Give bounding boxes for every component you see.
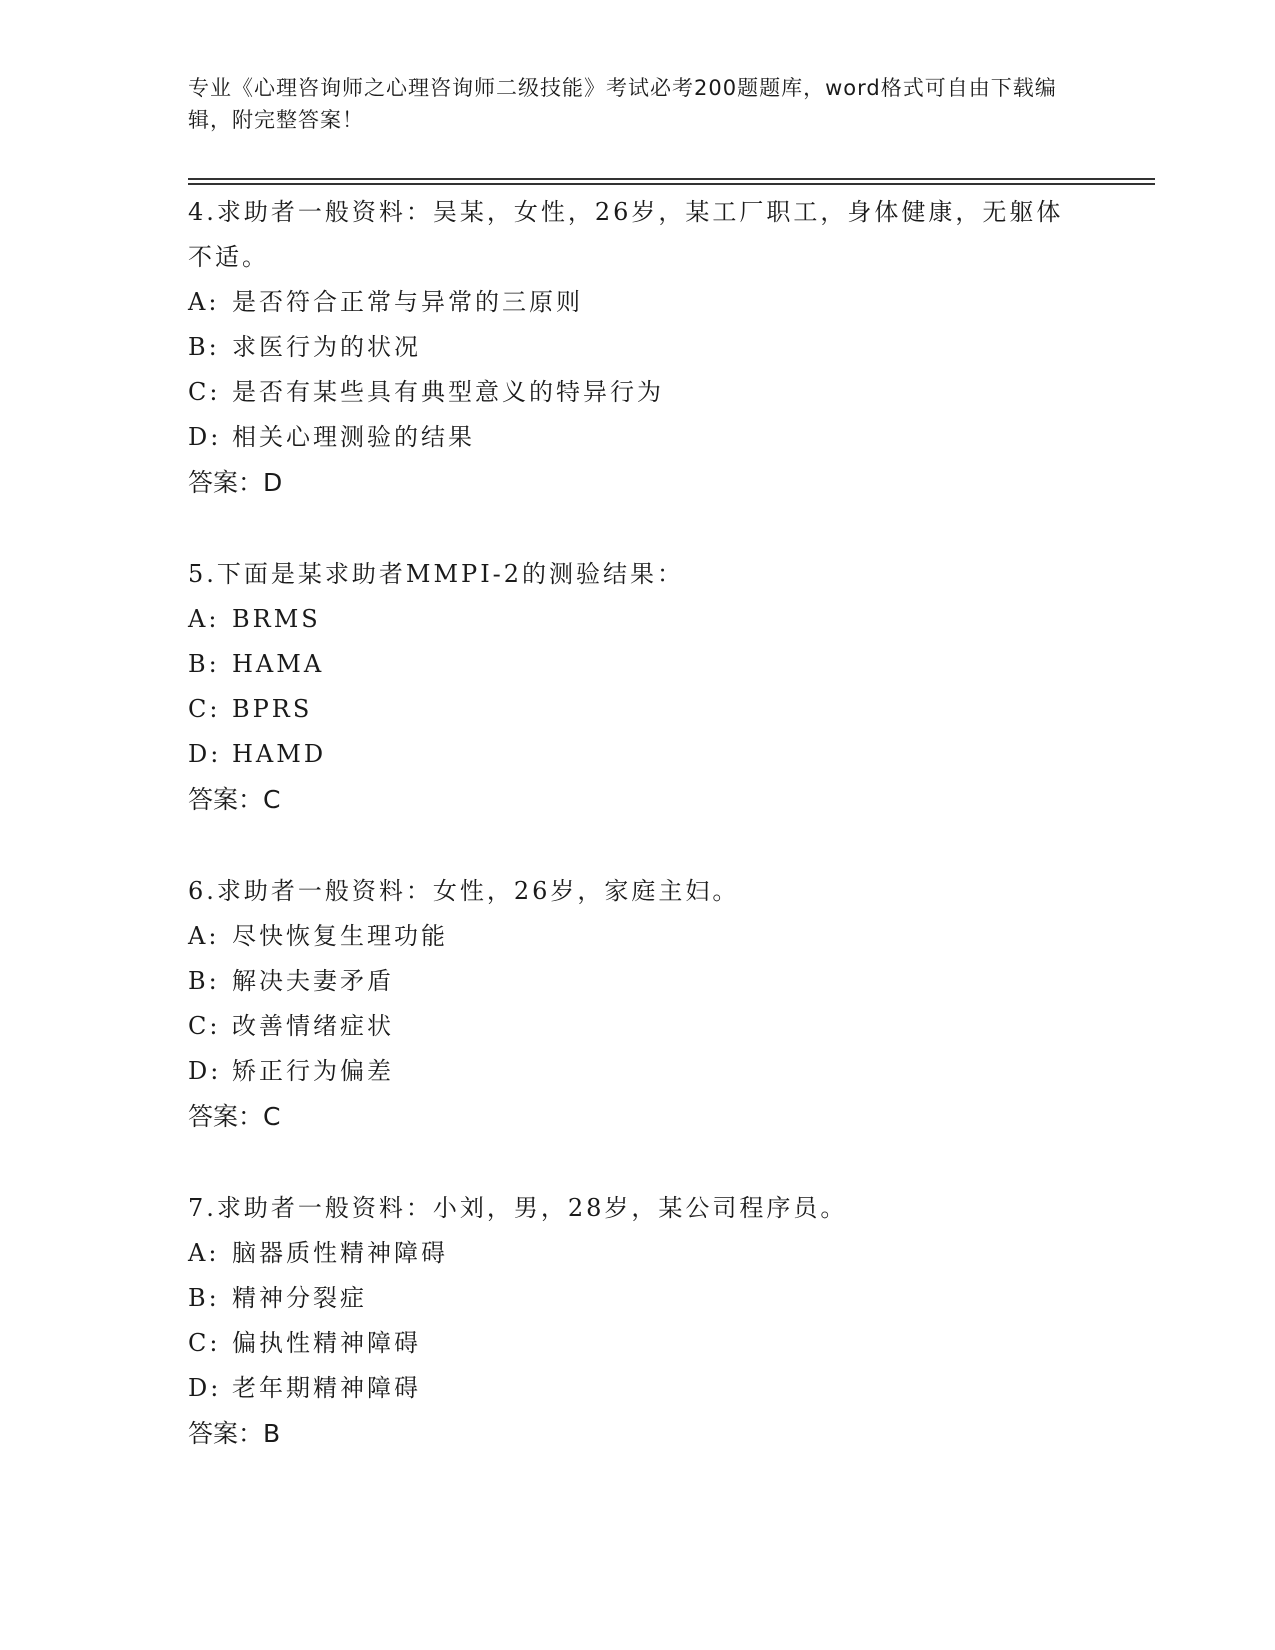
option-a [188, 1231, 1068, 1276]
question-item [188, 1186, 1068, 1457]
header-divider-bottom [188, 183, 1155, 185]
option-text: 是否符合正常与异常的三原则 [232, 288, 583, 316]
option-letter: C: [188, 1329, 221, 1357]
option-letter: D: [188, 1374, 222, 1402]
option-text: 精神分裂症 [232, 1284, 367, 1312]
option-d [188, 1049, 1068, 1094]
option-a [188, 597, 1068, 642]
option-letter: B: [188, 967, 220, 995]
answer-line [188, 460, 1068, 506]
option-c [188, 370, 1068, 415]
question-stem: 6.求助者一般资料：女性，26岁，家庭主妇。 [188, 877, 740, 905]
option-text: BRMS [232, 605, 321, 633]
option-b [188, 959, 1068, 1004]
answer-label: 答案： [188, 785, 264, 814]
option-text: HAMD [232, 740, 327, 768]
option-text: 求医行为的状况 [232, 333, 421, 361]
option-d [188, 1366, 1068, 1411]
option-text: 老年期精神障碍 [232, 1374, 421, 1402]
answer-line [188, 1411, 1068, 1457]
option-letter: A: [188, 288, 220, 316]
option-letter: B: [188, 1284, 220, 1312]
option-letter: D: [188, 740, 222, 768]
option-text: 尽快恢复生理功能 [232, 922, 448, 950]
option-letter: C: [188, 695, 221, 723]
question-list [188, 190, 1068, 1503]
question-item [188, 869, 1068, 1140]
option-letter: D: [188, 423, 222, 451]
answer-value: C [263, 1102, 281, 1131]
option-c [188, 1321, 1068, 1366]
option-d [188, 415, 1068, 460]
option-text: BPRS [232, 695, 313, 723]
option-letter: D: [188, 1057, 222, 1085]
option-c [188, 687, 1068, 732]
option-b [188, 325, 1068, 370]
option-text: 是否有某些具有典型意义的特异行为 [232, 378, 664, 406]
answer-label: 答案： [188, 468, 264, 497]
option-text: 解决夫妻矛盾 [232, 967, 394, 995]
answer-value: B [263, 1419, 281, 1448]
option-letter: A: [188, 1239, 220, 1267]
option-letter: B: [188, 650, 220, 678]
answer-value: C [263, 785, 281, 814]
option-letter: A: [188, 605, 220, 633]
header-divider-top [188, 178, 1155, 180]
option-text: HAMA [232, 650, 325, 678]
option-text: 矫正行为偏差 [232, 1057, 394, 1085]
answer-label: 答案： [188, 1102, 264, 1131]
option-text: 脑器质性精神障碍 [232, 1239, 448, 1267]
option-c [188, 1004, 1068, 1049]
question-stem: 7.求助者一般资料：小刘，男，28岁，某公司程序员。 [188, 1194, 848, 1222]
question-item [188, 190, 1068, 506]
option-letter: A: [188, 922, 220, 950]
question-stem: 5.下面是某求助者MMPI-2的测验结果： [188, 560, 685, 588]
option-a [188, 280, 1068, 325]
option-d [188, 732, 1068, 777]
answer-line [188, 777, 1068, 823]
option-letter: B: [188, 333, 220, 361]
answer-value: D [263, 468, 283, 497]
answer-line [188, 1094, 1068, 1140]
option-b [188, 1276, 1068, 1321]
option-letter: C: [188, 1012, 221, 1040]
document-header: 专业《心理咨询师之心理咨询师二级技能》考试必考200题题库，word格式可自由下载编辑，附完整答案！ [188, 76, 1057, 132]
option-text: 改善情绪症状 [232, 1012, 394, 1040]
option-text: 相关心理测验的结果 [232, 423, 475, 451]
question-stem: 4.求助者一般资料：吴某，女性，26岁，某工厂职工，身体健康，无躯体不适。 [188, 198, 1064, 271]
option-text: 偏执性精神障碍 [232, 1329, 421, 1357]
option-a [188, 914, 1068, 959]
option-letter: C: [188, 378, 221, 406]
option-b [188, 642, 1068, 687]
answer-label: 答案： [188, 1419, 264, 1448]
question-item [188, 552, 1068, 823]
